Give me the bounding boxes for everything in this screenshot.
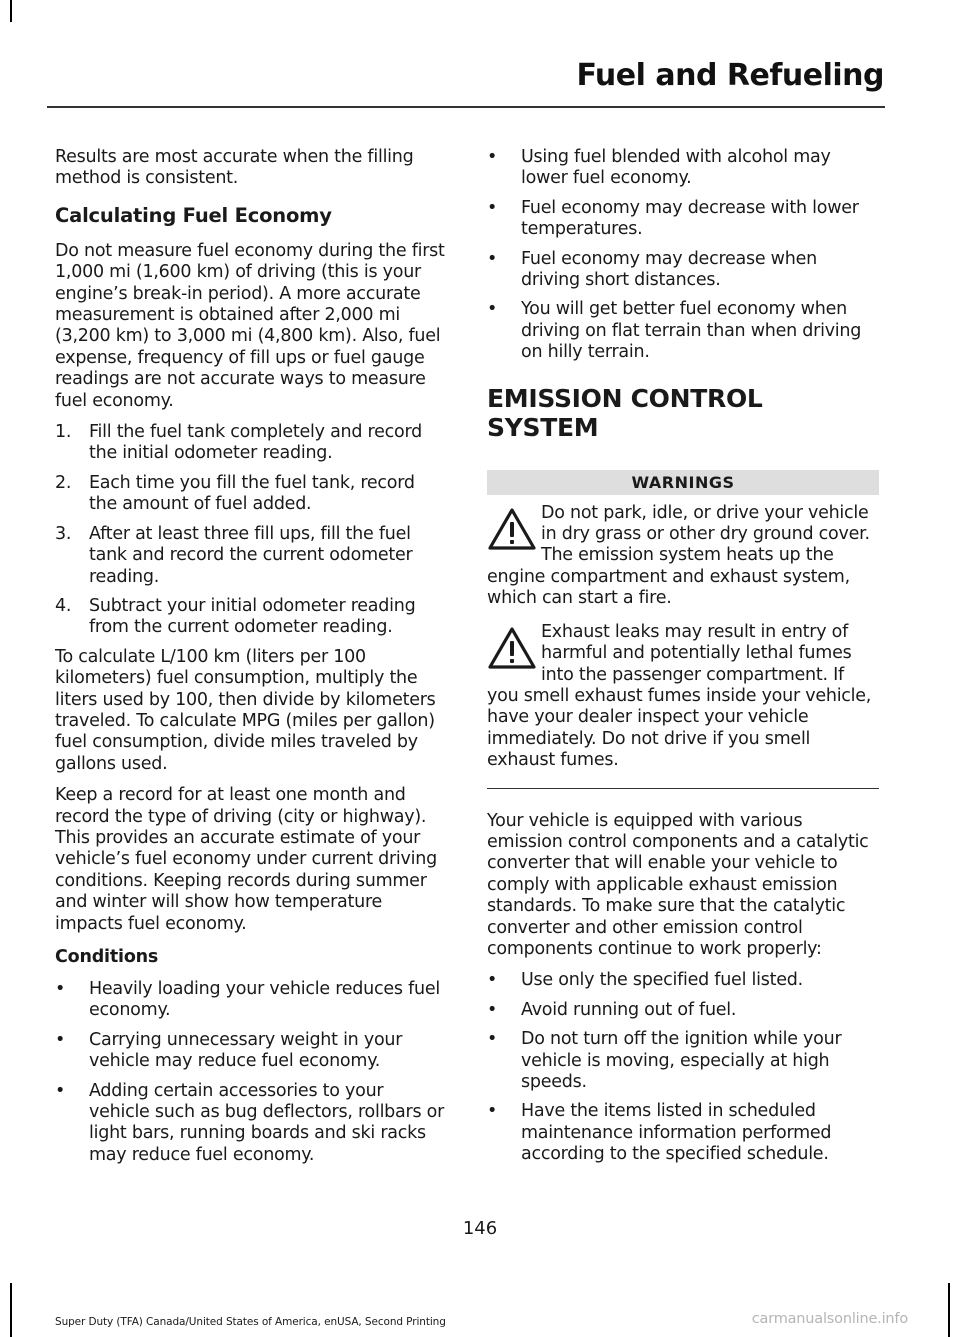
right-column [487,147,879,1174]
crop-mark-bottom-right [948,1283,950,1337]
list-item: 2. Each time you fill the fuel tank, record the amount of fuel added. [55,472,415,515]
calc-paragraph-2: To calculate L/100 km (liters per 100 kilometers) fuel consumption, multiply the liters used by 100, then divide by kilometers traveled. To calculate MPG (miles per gallon) fuel consumption, divide miles traveled by gallons used. [55,646,436,774]
steps-list [55,422,447,639]
list-item: • You will get better fuel economy when driving on flat terrain than when driving on hilly terrain. [487,299,862,363]
conditions-list-continued [487,147,879,364]
list-item: 4. Subtract your initial odometer reading from the current odometer reading. [55,595,416,638]
warning-triangle-icon [487,626,537,672]
list-item: • Use only the specified fuel listed. [487,970,803,991]
left-column [55,147,447,1174]
conditions-heading: Conditions [55,947,159,967]
emission-paragraph: Your vehicle is equipped with various emission control components and a catalytic converter that will enable your vehicle to comply with applicable exhaust emission standards. To make sure that the catalytic converter and other emission control components continue to work properly: [487,810,869,959]
list-item: • Heavily loading your vehicle reduces fuel economy. [55,979,440,1021]
intro-paragraph: Results are most accurate when the filling method is consistent. [55,147,414,189]
list-item: • Carrying unnecessary weight in your vehicle may reduce fuel economy. [55,1029,403,1072]
list-item: 3. After at least three fill ups, fill the fuel tank and record the current odometer reading. [55,523,413,587]
crop-mark-bottom-left [10,1283,12,1337]
crop-mark-top-left [10,0,12,22]
emission-control-heading: EMISSION CONTROL SYSTEM [487,383,763,442]
page-number: 146 [462,1218,498,1239]
header-rule [47,106,885,108]
conditions-list [55,979,447,1166]
list-item: • Using fuel blended with alcohol may lower fuel economy. [487,147,831,189]
page-header-title: Fuel and Refueling [576,58,884,93]
calculating-heading: Calculating Fuel Economy [55,203,332,227]
warning-block-exhaust [487,622,879,772]
list-item: • Fuel economy may decrease when driving short distances. [487,248,817,291]
list-item: • Have the items listed in scheduled maintenance information performed according to the specified schedule. [487,1101,832,1165]
emission-list [487,970,879,1165]
calc-paragraph-3: Keep a record for at least one month and record the type of driving (city or highway). This provides an accurate estimate of your vehicle’s fuel economy under current driving conditions. Keeping records during summer and winter will show how temperature impacts fuel economy. [55,785,437,934]
calc-paragraph-1: Do not measure fuel economy during the first 1,000 mi (1,600 km) of driving (this is your engine’s break-in period). A more accurate measurement is obtained after 2,000 mi (3,200 km) to 3,000 mi (4,800 km). Also, fuel expense, frequency of fill ups or fuel gauge readings are not accurate ways to measure fuel economy. [55,240,445,411]
warnings-end-rule [487,788,879,789]
list-item: • Avoid running out of fuel. [487,999,737,1020]
warning-text-fire: Do not park, idle, or drive your vehicle in dry grass or other dry ground cover. The emission system heats up the engine compartment and exhaust system, which can start a fire. [487,502,870,609]
warning-block-fire [487,503,879,610]
watermark-link[interactable]: carmanualsonline.info [751,1311,908,1327]
list-item: • Fuel economy may decrease with lower temperatures. [487,197,859,240]
list-item: • Do not turn off the ignition while your vehicle is moving, especially at high speeds. [487,1029,842,1092]
list-item: • Adding certain accessories to your vehicle such as bug deflectors, rollbars or light bars, running boards and ski racks may reduce fuel economy. [55,1080,445,1165]
warning-text-exhaust: Exhaust leaks may result in entry of harmful and potentially lethal fumes into the passenger compartment. If you smell exhaust fumes inside your vehicle, have your dealer inspect your vehicle immediately. Do not drive if you smell exhaust fumes. [487,621,872,771]
list-item: 1. Fill the fuel tank completely and record the initial odometer reading. [55,422,422,464]
warning-triangle-icon [487,507,537,553]
warnings-bar: WARNINGS [487,470,879,495]
footer-text: Super Duty (TFA) Canada/United States of America, enUSA, Second Printing [55,1316,446,1328]
